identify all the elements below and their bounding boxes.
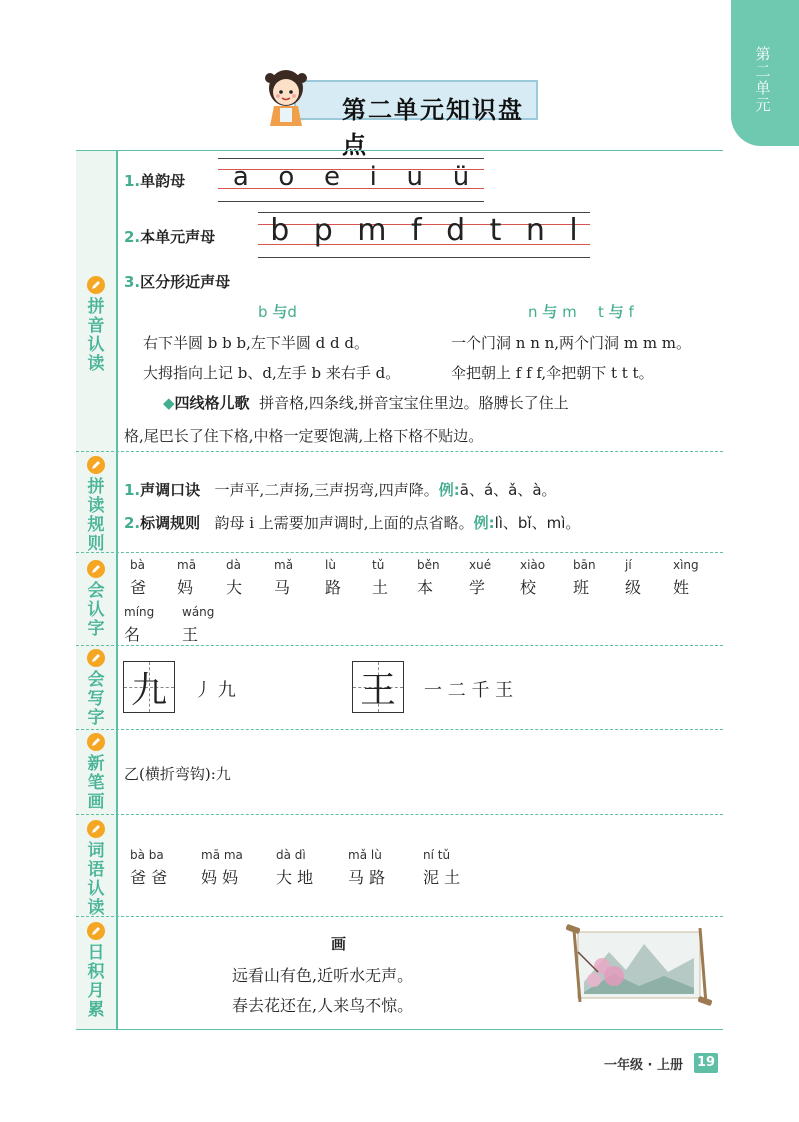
diamond-icon: ◆ — [163, 394, 175, 412]
writing-char: 九 — [130, 669, 167, 711]
label-char: 日 — [87, 943, 105, 963]
label-column-divider — [116, 151, 118, 1029]
char-pinyin: xiào — [520, 558, 546, 572]
writing-char: 王 — [359, 669, 396, 711]
section-divider — [76, 729, 723, 730]
rule-tone-marking — [124, 512, 580, 533]
char-hanzi: 班 — [573, 578, 590, 597]
char-pinyin: wáng — [182, 605, 215, 619]
label-char: 读 — [87, 496, 105, 516]
item-similar-initials — [124, 271, 230, 292]
char-pinyin: mā — [177, 558, 197, 572]
girl-mascot-icon — [258, 66, 314, 128]
final-letter: ü — [452, 162, 470, 192]
final-letter: u — [406, 162, 424, 192]
book-label: 一年级 · 上册 — [604, 1058, 683, 1073]
pair-n-m — [528, 301, 577, 322]
final-letter: a — [232, 162, 249, 192]
pencil-icon — [87, 649, 105, 667]
rule-text: 韵母 i 上需要加声调时,上面的点省略。 — [214, 514, 474, 532]
rule-text: 一声平,二声扬,三声拐弯,四声降。 — [214, 481, 439, 499]
word-hanzi: 马 路 — [348, 868, 386, 887]
writing-grid-jiu — [123, 661, 175, 713]
initial-letter: b — [270, 213, 290, 248]
label-char: 拼 — [87, 477, 105, 497]
section-label-poem — [76, 922, 116, 1020]
char-pinyin: bà — [130, 558, 145, 572]
label-char: 会 — [87, 670, 105, 690]
word-pinyin: ní tǔ — [423, 848, 451, 862]
mnemonic-line: 伞把朝上 f f f,伞把朝下 t t t。 — [451, 364, 654, 382]
item-label: 单韵母 — [140, 172, 186, 190]
label-char: 会 — [87, 581, 105, 601]
item-label: 本单元声母 — [140, 228, 216, 246]
word-pinyin: dà dì — [276, 848, 306, 862]
final-letter: i — [369, 162, 377, 192]
label-char: 写 — [87, 689, 105, 709]
final-letter: o — [278, 162, 295, 192]
new-stroke-text: 乙(横折弯钩):九 — [124, 765, 231, 783]
pair-letter: d — [287, 303, 297, 321]
section-label-stroke — [76, 733, 116, 812]
word-hanzi: 爸 爸 — [130, 868, 168, 887]
stroke-order: 丿 九 — [194, 680, 236, 701]
label-char: 规 — [87, 515, 105, 535]
pair-symbol: 与 — [272, 303, 288, 321]
example-text: ā、á、ǎ、à。 — [459, 481, 557, 499]
char-hanzi: 本 — [417, 578, 434, 597]
item-label: 声调口诀 — [140, 481, 201, 499]
char-hanzi: 姓 — [673, 578, 690, 597]
pair-letter: m — [562, 303, 577, 321]
pair-symbol: 与 — [542, 303, 558, 321]
mnemonic-line: 一个门洞 n n n,两个门洞 m m m。 — [451, 334, 692, 352]
char-hanzi: 妈 — [177, 578, 194, 597]
section-divider — [76, 645, 723, 646]
section-label-reading — [76, 456, 116, 554]
section-label-recognize — [76, 560, 116, 639]
initial-letter: n — [525, 213, 545, 248]
song-title: 四线格儿歌 — [174, 394, 250, 412]
section-label-pinyin — [76, 276, 116, 374]
poem-line: 春去花还在,人来鸟不惊。 — [232, 996, 414, 1015]
char-pinyin: dà — [226, 558, 241, 572]
mnemonic-line: 大拇指向上记 b、d,左手 b 来右手 d。 — [143, 364, 401, 382]
initial-letter: m — [357, 213, 387, 248]
section-divider — [76, 552, 723, 553]
song-text: 拼音格,四条线,拼音宝宝住里边。胳膊长了住上 — [259, 394, 569, 412]
initial-letter: l — [569, 213, 578, 248]
label-char: 新 — [87, 754, 105, 774]
char-hanzi: 校 — [520, 578, 537, 597]
label-char: 认 — [87, 879, 105, 899]
word-hanzi: 妈 妈 — [201, 868, 239, 887]
char-pinyin: xué — [469, 558, 492, 572]
example-label: 例: — [473, 514, 495, 532]
label-char: 累 — [87, 1000, 105, 1020]
pencil-icon — [87, 820, 105, 838]
item-initials — [124, 226, 215, 247]
scroll-painting-image — [564, 922, 714, 1014]
example-label: 例: — [438, 481, 460, 499]
pencil-icon — [87, 456, 105, 474]
char-hanzi: 大 — [226, 578, 243, 597]
pair-b-d — [258, 301, 297, 322]
item-label: 区分形近声母 — [140, 273, 231, 291]
label-char: 语 — [87, 860, 105, 880]
item-number: 3. — [124, 273, 141, 291]
char-pinyin: jí — [625, 558, 632, 572]
item-number: 1. — [124, 481, 141, 499]
item-number: 2. — [124, 228, 141, 246]
initial-letter: p — [313, 213, 333, 248]
item-number: 1. — [124, 172, 141, 190]
char-hanzi: 爸 — [130, 578, 147, 597]
pair-letter: f — [628, 303, 634, 321]
item-single-finals — [124, 170, 185, 191]
char-pinyin: bān — [573, 558, 596, 572]
char-pinyin: lù — [325, 558, 336, 572]
section-label-words — [76, 820, 116, 918]
item-number: 2. — [124, 514, 141, 532]
poem-title: 画 — [331, 935, 347, 953]
initial-letter: t — [489, 213, 502, 248]
char-hanzi: 路 — [325, 578, 342, 597]
page-title-banner — [258, 66, 540, 159]
pair-letter: t — [598, 303, 604, 321]
four-line-grid-initials — [258, 212, 590, 258]
label-char: 积 — [87, 962, 105, 982]
label-char: 拼 — [87, 297, 105, 317]
mnemonic-line: 右下半圆 b b b,左下半圆 d d d。 — [143, 334, 369, 352]
song-line-2: 格,尾巴长了住下格,中格一定要饱满,上格下格不贴边。 — [124, 427, 484, 445]
initial-letter: f — [411, 213, 422, 248]
label-char: 音 — [87, 316, 105, 336]
label-char: 字 — [87, 619, 105, 639]
label-char: 月 — [87, 981, 105, 1001]
label-char: 笔 — [87, 773, 105, 793]
page-title: 第二单元知识盘点 — [342, 96, 524, 159]
section-label-writing — [76, 649, 116, 728]
pencil-icon — [87, 560, 105, 578]
unit-tab — [731, 0, 799, 146]
word-hanzi: 泥 土 — [423, 868, 461, 887]
page-number: 19 — [694, 1053, 718, 1073]
word-hanzi: 大 地 — [276, 868, 314, 887]
char-hanzi: 马 — [274, 578, 291, 597]
label-char: 画 — [87, 792, 105, 812]
final-letter: e — [324, 162, 340, 192]
char-pinyin: běn — [417, 558, 440, 572]
char-pinyin: xìng — [673, 558, 699, 572]
pair-symbol: 与 — [608, 303, 624, 321]
section-divider — [76, 814, 723, 815]
writing-grid-wang — [352, 661, 404, 713]
item-label: 标调规则 — [140, 514, 201, 532]
initial-letter: d — [446, 213, 466, 248]
pencil-icon — [87, 922, 105, 940]
pair-t-f — [598, 301, 634, 322]
word-pinyin: bà ba — [130, 848, 164, 862]
char-pinyin: míng — [124, 605, 155, 619]
pencil-icon — [87, 276, 105, 294]
char-hanzi: 名 — [124, 625, 141, 644]
rule-tone-chant — [124, 479, 557, 500]
stroke-order: 一 二 千 王 — [424, 680, 514, 701]
word-pinyin: mǎ lù — [348, 848, 382, 862]
title-banner-bg — [294, 80, 538, 159]
char-hanzi: 土 — [372, 578, 389, 597]
section-divider — [76, 916, 723, 917]
label-char: 认 — [87, 335, 105, 355]
pair-letter: n — [528, 303, 538, 321]
char-pinyin: mǎ — [274, 558, 294, 572]
label-char: 认 — [87, 600, 105, 620]
label-char: 读 — [87, 898, 105, 918]
poem-line: 远看山有色,近听水无声。 — [232, 966, 414, 985]
unit-tab-label: 第二单元 — [755, 45, 771, 114]
pair-letter: b — [258, 303, 268, 321]
char-pinyin: tǔ — [372, 558, 385, 572]
four-line-grid-finals — [218, 158, 484, 202]
char-hanzi: 学 — [469, 578, 486, 597]
section-divider — [76, 451, 723, 452]
song-line-1 — [163, 392, 569, 413]
char-hanzi: 王 — [182, 625, 199, 644]
label-char: 字 — [87, 708, 105, 728]
example-text: lì、bǐ、mì。 — [494, 514, 581, 532]
char-hanzi: 级 — [625, 578, 642, 597]
label-char: 则 — [87, 534, 105, 554]
word-pinyin: mā ma — [201, 848, 243, 862]
pencil-icon — [87, 733, 105, 751]
label-char: 读 — [87, 354, 105, 374]
label-char: 词 — [87, 841, 105, 861]
